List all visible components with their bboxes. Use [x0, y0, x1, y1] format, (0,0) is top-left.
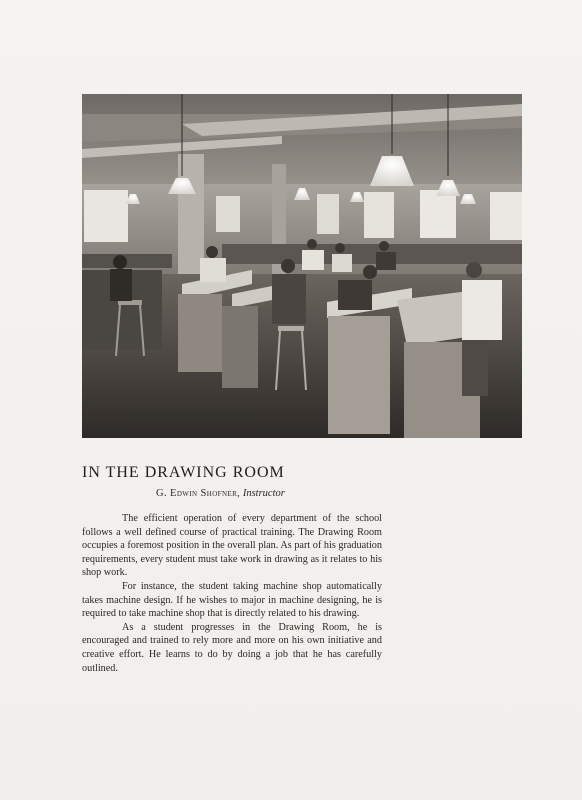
article-body — [82, 512, 382, 675]
paragraph-2: For instance, the student taking machine shop automatically takes machine design. If he wishes to major in machine designing, he is required to take machine shop that is directly related to his drawing. — [82, 580, 382, 620]
paragraph-3: As a student progresses in the Drawing Room, he is encouraged and trained to rely more and more on his own initiative and creative effort. He learns to do by doing a job that he has carefully outlined. — [82, 621, 382, 674]
drawing-room-photo — [82, 94, 522, 438]
paragraph-1: The efficient operation of every department of the school follows a well defined course of practical training. The Drawing Room occupies a foremost position in the overall plan. As part of his graduation requirements, every student must take work in drawing as it relates to his shop work. — [82, 513, 382, 579]
instructor-name: G. Edwin Shofner, — [156, 488, 241, 499]
instructor-role: Instructor — [242, 488, 285, 499]
photo-illustration — [82, 94, 522, 438]
section-heading: IN THE DRAWING ROOM — [82, 464, 285, 481]
instructor-byline — [156, 488, 285, 499]
